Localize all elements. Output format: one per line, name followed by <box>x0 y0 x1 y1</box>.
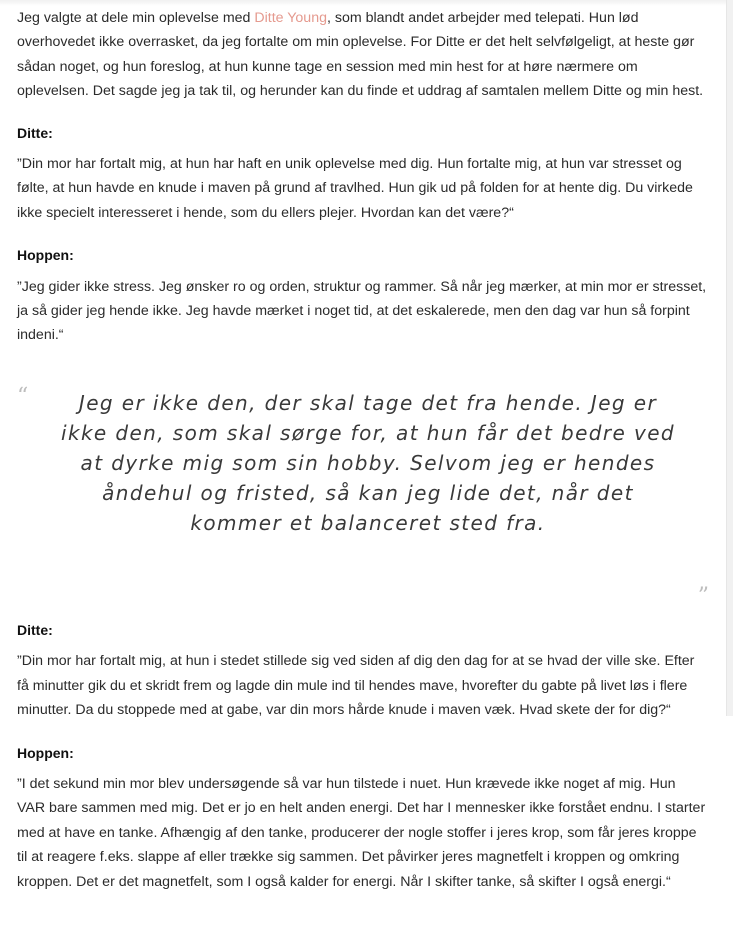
open-quote-icon: “ <box>17 383 29 409</box>
dialogue-paragraph: ”Din mor har fortalt mig, at hun i stedet stillede sig ved siden af dig den dag for at se hvad der ville ske. Efter få minutter gik du et skridt frem og lagde din mule ind til hendes mave, hvorefter du gabte på livet løs i flere minutter. Da du stoppede med at gabe, var din mors hårde knude i maven væk. Hvad skete der for dig?“ <box>17 653 695 719</box>
pull-quote-text: Jeg er ikke den, der skal tage det fra hende. Jeg er ikke den, som skal sørge for, at hun får det bedre ved at dyrke mig som sin hobby. Selvom jeg er hendes åndehul og fristed, så kan jeg lide det, når det kommer et balanceret sted fra. <box>61 390 675 535</box>
speaker-name: Ditte <box>17 124 49 141</box>
intro-paragraph <box>17 6 707 104</box>
dialogue-paragraph: ”Jeg gider ikke stress. Jeg ønsker ro og orden, struktur og rammer. Så når jeg mærker, at min mor er stresset, ja så gider jeg hende ikke. Jeg havde mærket i noget tid, at det eskalerede, men den dag var hun så forpint indeni.“ <box>17 278 707 344</box>
speaker-name: Ditte <box>17 621 49 638</box>
dialogue-paragraph: ”I det sekund min mor blev undersøgende så var hun tilstede i nuet. Hun krævede ikke noget af mig. Hun VAR bare sammen med mig. Det er jo en helt anden energi. Det har I mennesker ikke forstået endnu. I starter med at have en tanke. Afhængig af den tanke, producerer der nogle stoffer i jeres krop, som får jeres kroppe til at reagere f.eks. slappe af eller trække sig sammen. Det påvirker jeres magnetfelt i kroppen og omkring kroppen. Det er det magnetfelt, som I også kalder for energi. Når I skifter tanke, så skifter I også energi.“ <box>17 775 706 890</box>
pull-quote <box>17 383 709 609</box>
speaker-name: Hoppen <box>17 744 70 761</box>
intro-text-end: , som blandt andet arbejder med telepati. Hun lød overhovedet ikke overrasket, da jeg fortalte om min oplevelse. For Ditte er det helt selvfølgeligt, at heste gør sådan noget, og hun foreslog, at hun kunne tage en session med min hest for at høre nærmere om oplevelsen. Det sagde jeg ja tak til, og herunder kan du finde et uddrag af samtalen mellem Ditte og min hest. <box>17 10 704 100</box>
article-body <box>17 6 707 894</box>
scrollbar[interactable] <box>726 0 733 716</box>
dialogue-paragraph: ”Din mor har fortalt mig, at hun har haft en unik oplevelse med dig. Hun fortalte mig, at hun var stresset og følte, at hun havde en knude i maven på grund af travlhed. Hun gik ud på folden for at hente dig. Du virkede ikke specielt interesseret i hende, som du ellers plejer. Hvordan kan det være?“ <box>17 156 693 221</box>
close-quote-icon: ” <box>697 583 709 609</box>
speaker-name: Hoppen <box>17 247 70 264</box>
speaker-label: Hoppen: <box>17 744 74 761</box>
ditte-young-link[interactable]: Ditte Young <box>254 10 327 26</box>
speaker-label: Ditte: <box>17 124 53 141</box>
speaker-label: Hoppen: <box>17 247 74 264</box>
speaker-label: Ditte: <box>17 621 53 638</box>
intro-text-start: Jeg valgte at dele min oplevelse med <box>17 10 255 26</box>
